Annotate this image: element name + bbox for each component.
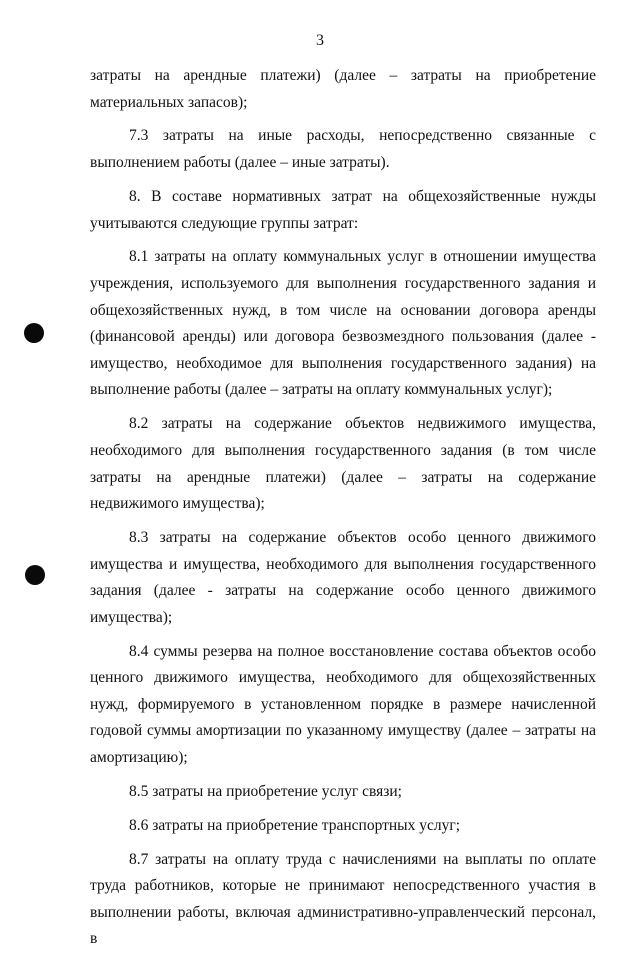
punch-hole-top bbox=[24, 323, 44, 343]
punch-hole-bottom bbox=[25, 565, 45, 585]
paragraph-8-5: 8.5 затраты на приобретение услуг связи; bbox=[129, 782, 402, 800]
paragraph-8-3: 8.3 затраты на содержание объектов особо ценного движимого имущества и имущества, необходимого для выполнения государственного задания (далее - затраты на содержание особо ценного движимого имущества); bbox=[90, 528, 596, 626]
paragraph-8: 8. В составе нормативных затрат на общехозяйственные нужды учитываются следующие группы затрат: bbox=[90, 187, 596, 232]
paragraph-8-2: 8.2 затраты на содержание объектов недвижимого имущества, необходимого для выполнения государственного задания (в том числе затраты на арендные платежи) (далее – затраты на содержание недвижимого имущества); bbox=[90, 415, 596, 513]
paragraph-8-4: 8.4 суммы резерва на полное восстановление состава объектов особо ценного движимого имущества, необходимого для общехозяйственных нужд, формируемого в установленном порядке в размере начисленной годовой суммы амортизации по указанному имуществу (далее – затраты на амортизацию); bbox=[90, 642, 596, 767]
paragraph-8-6: 8.6 затраты на приобретение транспортных услуг; bbox=[129, 816, 461, 834]
paragraph-continuation: затраты на арендные платежи) (далее – затраты на приобретение материальных запасов); bbox=[90, 67, 596, 111]
paragraph-8-7: 8.7 затраты на оплату труда с начислениями на выплаты по оплате труда работников, которые не принимают непосредственного участия в выполнении работы, включая административно-управленческий персонал, в bbox=[90, 850, 596, 948]
document-body bbox=[90, 63, 596, 960]
paragraph-7-3: 7.3 затраты на иные расходы, непосредственно связанные с выполнением работы (далее – иные затраты). bbox=[90, 127, 596, 172]
page-number: 3 bbox=[316, 32, 324, 49]
paragraph-8-1: 8.1 затраты на оплату коммунальных услуг в отношении имущества учреждения, используемого для выполнения государственного задания и общехозяйственных нужд, в том числе на основании договора аренды (финансовой аренды) или договора безвозмездного пользования (далее - имущество, необходимое для выполнения государственного задания) на выполнение работы (далее – затраты на оплату коммунальных услуг); bbox=[90, 248, 596, 399]
